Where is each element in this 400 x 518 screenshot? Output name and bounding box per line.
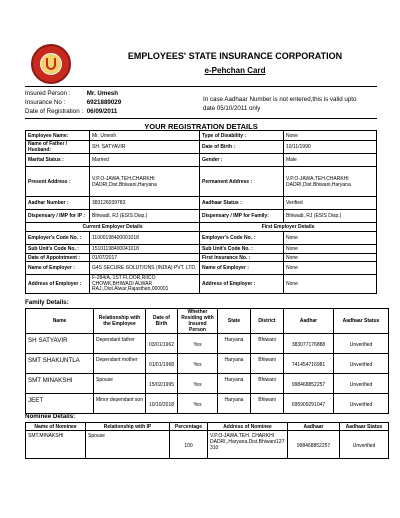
table-row: Name of Employer : G4S SECURE SOLUTIONS (INDIA) PVT. LTD. Name of Employer : None [26, 262, 377, 275]
card-title: e-Pehchan Card [204, 66, 266, 75]
first-employer-header: First Employer Details [200, 223, 377, 232]
table-row: SMT SHAKUNTLA Dependant mother 01/01/1968 Yes Haryana Bhiwani 741454716981 Unverified [26, 354, 389, 374]
registration-details-table [25, 130, 377, 294]
employer-headers-row [26, 223, 377, 232]
insured-person-value: Mr. Umesh [86, 90, 119, 97]
table-header-row: Name Relationship with the Employee Date of Birth Whether Residing with Insured Person State District Aadhar Aadhaar Status [26, 309, 389, 334]
nominee-details-title: Nominee Details: [25, 413, 76, 420]
table-row: Name of Father / Husband: SH. SATYAVIR Date of Birth : 10/11/1990 [26, 141, 377, 154]
current-employer-header: Current Employer Details [26, 223, 200, 232]
table-row: Present Address : V.P.O-JAWA,TEH.CHARKHI DADRI,Dist.Bhiwani,Haryana Permanent Address : V.P.O-JAWA,TEH.CHARKHI DADRI,Dist.Bhiwani,Haryana [26, 167, 377, 197]
registration-date-row [25, 108, 117, 115]
table-row: SH SATYAVIR Dependant father 03/01/1962 Yes Haryana Bhiwani 383077176888 Unverified [26, 334, 389, 354]
family-details-table [25, 308, 389, 414]
top-divider [25, 86, 377, 87]
table-row: Address of Employer : F-284/A, 1ST FLOOR,RIICO CHOWK,BHIWADI ALWAR RAJ.,Dist.Alwar,Rajasthan,000001 Address of Employer : None [26, 275, 377, 294]
table-row: SMT MINAKSHI Spouse 15/02/1995 Yes Haryana Bhiwani 998468852257 Unverified [26, 374, 389, 394]
table-header-row: Name of Nominee Relationship with IP Percentage Address of Nominee Aadhaar Aadhaar Status [26, 423, 389, 431]
esic-logo [31, 44, 71, 84]
insured-person-row [25, 90, 118, 97]
table-row: Date of Appointment : 01/07/2017 First Insurance No. : None [26, 254, 377, 262]
insured-person-label: Insured Person : [25, 90, 71, 97]
table-row: SMT.MINAKSHI Spouse 100 V.P.O-JAWA,TEH. CHARKHI DADRI,,Haryana,Dist.Bhiwani127 310 998468852257 Unverified [26, 431, 389, 459]
table-row: Dispensary / IMP for IP : Bhiwadi, RJ (ESIS Disp.) Dispensary / IMP for Family: Bhiwadi, RJ (ESIS Disp.) [26, 210, 377, 223]
registration-details-title: YOUR REGISTRATION DETAILS [144, 122, 258, 131]
organization-title: EMPLOYEES' STATE INSURANCE CORPORATION [127, 51, 343, 61]
nominee-details-table [25, 422, 389, 459]
esic-emblem-icon [40, 53, 62, 75]
table-row: Employer's Code No. : 11000198400001018 Employer's Code No. : None [26, 232, 377, 245]
aadhaar-validity-note: In case Aadhaar Number is not entered,this is valid upto date 05/10/2011 only [203, 96, 357, 112]
middle-divider [25, 118, 377, 119]
registration-date-label: Date of Registration : [25, 108, 84, 115]
insurance-number-row [25, 99, 121, 106]
table-row: Aadhar Number : 383126039783 Aadhaar Status : Verified [26, 197, 377, 210]
table-row: Sub Unit's Code No. : 15101198400041018 Sub Unit's Code No. : None [26, 245, 377, 254]
insurance-number-value: 6921889029 [86, 99, 122, 106]
family-details-title: Family Details: [25, 299, 69, 306]
table-row: Employee Name: Mr. Umesh Type of Disability : None [26, 131, 377, 141]
table-row: JEET Minor dependant son 10/10/2018 Yes Haryana Bhiwani 695909291047 Unverified [26, 394, 389, 414]
registration-date-value: 06/09/2011 [86, 108, 118, 115]
table-row: Marital Status : Married Gender : Male [26, 154, 377, 167]
insurance-number-label: Insurance No : [25, 99, 66, 106]
